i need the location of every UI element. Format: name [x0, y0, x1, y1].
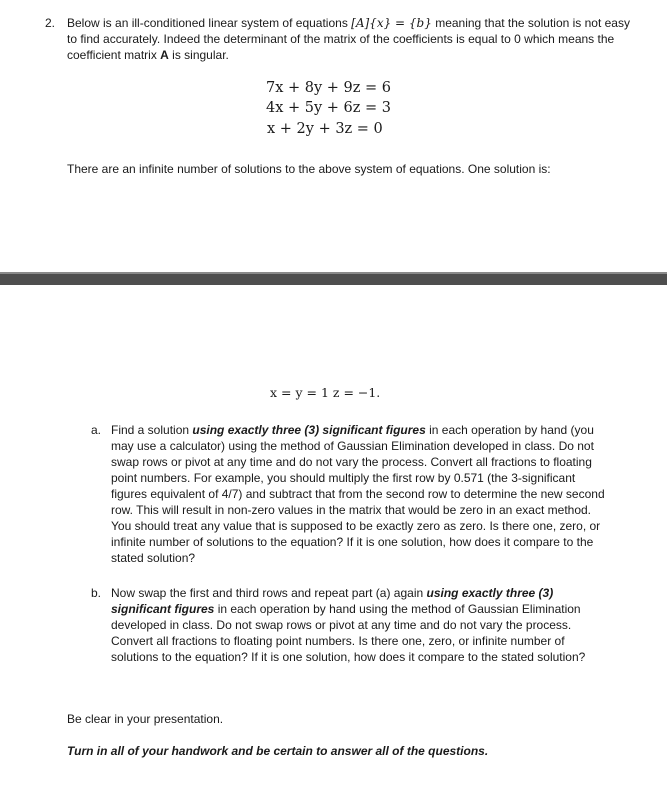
equation-3: x + 2y + 3z = 0: [267, 121, 383, 137]
equation-2: 4x + 5y + 6z = 3: [266, 100, 392, 116]
part-b-text-2: in each operation by hand using the method of Gaussian Elimination developed in class. Do not swap rows or pivot at any time and do not vary the process. Convert all fractions to floating point numbers. Is there one, zero, or infinite number of solutions to the equation? If it is one solution, how does it compare to the stated solution?: [111, 602, 586, 664]
part-a-emphasis: using exactly three (3) significant figures: [192, 423, 426, 437]
question-number: 2.: [45, 16, 56, 30]
part-b-text: [111, 585, 611, 665]
intro-text-1: Below is an ill-conditioned linear system of equations: [67, 16, 352, 30]
infinite-solutions-text: There are an infinite number of solutions to the above system of equations. One solution is:: [67, 162, 551, 176]
be-clear-note: Be clear in your presentation.: [67, 712, 224, 726]
part-a-text: [111, 422, 611, 566]
question-intro: [67, 15, 637, 63]
intro-bold-a: A: [160, 48, 169, 62]
intro-text-3: is singular.: [168, 48, 229, 62]
part-b-label: b.: [91, 586, 102, 600]
part-b-emphasis: using exactly three (3) significant figures: [111, 586, 554, 616]
part-a-text-2: in each operation by hand (you may use a calculator) using the method of Gaussian Elimination developed in class. Do not swap rows or pivot at any time and do not vary the process. Convert all fractions to floating point numbers. For example, you should multiply the first row by 0.571 (the 3-significant figures equivalent of 4/7) and subtract that from the second row to determine the new second row. This will result in non-zero values in the matrix that would be zero in an exact method. You should treat any value that is supposed to be exactly zero as zero. Is there one, zero, or infinite number of solutions to the equation? If it is one solution, how does it compare to the stated solution?: [111, 423, 605, 565]
intro-matrix-equation: [A]{x} = {b}: [351, 16, 432, 30]
equation-1: 7x + 8y + 9z = 6: [266, 80, 392, 96]
part-a-label: a.: [91, 423, 102, 437]
part-b-text-1: Now swap the first and third rows and repeat part (a) again: [111, 586, 427, 600]
intro-text-2: meaning that the solution is not easy to find accurately. Indeed the determinant of the matrix of the coefficients is equal to 0 which means the coefficient matrix: [67, 16, 630, 62]
stated-solution: x = y = 1 z = −1.: [270, 385, 381, 400]
part-a-text-1: Find a solution: [111, 423, 193, 437]
page-divider-highlight: [0, 272, 667, 274]
turn-in-note: Turn in all of your handwork and be certain to answer all of the questions.: [67, 744, 489, 758]
